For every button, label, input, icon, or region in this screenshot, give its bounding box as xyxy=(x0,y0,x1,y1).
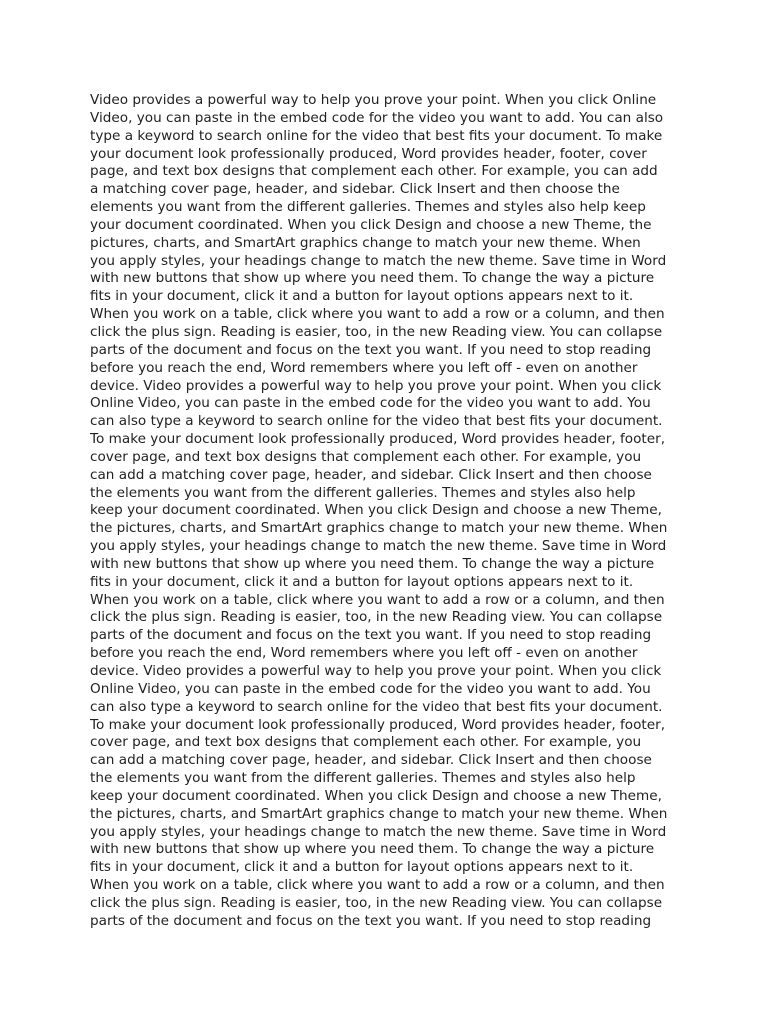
text-line: To make your document look professionally produced, Word provides header, footer, xyxy=(90,716,666,733)
text-line: When you work on a table, click where you want to add a row or a column, and then xyxy=(90,877,665,894)
text-line: parts of the document and focus on the text you want. If you need to stop reading xyxy=(90,912,652,929)
text-line: elements you want from the different galleries. Themes and styles also help keep xyxy=(90,199,646,216)
text-line: To make your document look professionally produced, Word provides header, footer, xyxy=(90,431,666,448)
text-line: When you work on a table, click where you want to add a row or a column, and then xyxy=(90,306,665,323)
text-line: can also type a keyword to search online for the video that best fits your document. xyxy=(90,413,663,430)
text-line: device. Video provides a powerful way to help you prove your point. When you click xyxy=(90,663,662,679)
text-line: before you reach the end, Word remembers where you left off - even on another xyxy=(90,645,638,662)
text-line: can add a matching cover page, header, and sidebar. Click Insert and then choose xyxy=(90,466,652,483)
body-text xyxy=(90,92,690,931)
text-line: device. Video provides a powerful way to help you prove your point. When you click xyxy=(90,377,662,394)
text-line: Video provides a powerful way to help you prove your point. When you click Online xyxy=(90,92,657,108)
text-line: you apply styles, your headings change to match the new theme. Save time in Word xyxy=(90,823,667,840)
text-line: fits in your document, click it and a button for layout options appears next to it. xyxy=(90,859,634,876)
text-line: can add a matching cover page, header, and sidebar. Click Insert and then choose xyxy=(90,752,652,769)
text-line: with new buttons that show up where you need them. To change the way a picture xyxy=(90,270,655,287)
text-line: with new buttons that show up where you need them. To change the way a picture xyxy=(90,841,655,858)
text-line: Online Video, you can paste in the embed code for the video you want to add. You xyxy=(90,680,651,697)
text-line: keep your document coordinated. When you click Design and choose a new Theme, xyxy=(90,502,662,519)
text-line: click the plus sign. Reading is easier, too, in the new Reading view. You can collapse xyxy=(90,323,663,340)
text-line: click the plus sign. Reading is easier, too, in the new Reading view. You can collapse xyxy=(90,894,663,911)
text-line: Online Video, you can paste in the embed code for the video you want to add. You xyxy=(90,395,651,412)
text-line: When you work on a table, click where you want to add a row or a column, and then xyxy=(90,591,665,608)
text-line: you apply styles, your headings change to match the new theme. Save time in Word xyxy=(90,538,667,555)
text-line: click the plus sign. Reading is easier, too, in the new Reading view. You can collapse xyxy=(90,609,663,626)
text-line: cover page, and text box designs that complement each other. For example, you xyxy=(90,734,642,751)
text-line: the pictures, charts, and SmartArt graphics change to match your new theme. When xyxy=(90,805,668,822)
text-line: the elements you want from the different galleries. Themes and styles also help xyxy=(90,770,636,787)
text-line: a matching cover page, header, and sidebar. Click Insert and then choose the xyxy=(90,181,620,198)
text-line: you apply styles, your headings change to match the new theme. Save time in Word xyxy=(90,252,667,269)
text-line: with new buttons that show up where you need them. To change the way a picture xyxy=(90,555,655,572)
text-line: cover page, and text box designs that complement each other. For example, you xyxy=(90,448,642,465)
text-line: your document coordinated. When you click Design and choose a new Theme, the xyxy=(90,216,652,233)
text-line: fits in your document, click it and a button for layout options appears next to it. xyxy=(90,573,634,590)
text-line: fits in your document, click it and a button for layout options appears next to it. xyxy=(90,288,634,305)
text-line: page, and text box designs that complement each other. For example, you can add xyxy=(90,163,658,180)
text-line: type a keyword to search online for the video that best fits your document. To make xyxy=(90,127,663,144)
text-line: pictures, charts, and SmartArt graphics change to match your new theme. When xyxy=(90,234,641,251)
text-line: your document look professionally produced, Word provides header, footer, cover xyxy=(90,145,647,162)
text-line: before you reach the end, Word remembers where you left off - even on another xyxy=(90,359,638,376)
text-line: the pictures, charts, and SmartArt graphics change to match your new theme. When xyxy=(90,520,668,537)
text-line: the elements you want from the different galleries. Themes and styles also help xyxy=(90,484,636,501)
text-line: Video, you can paste in the embed code for the video you want to add. You can also xyxy=(90,109,664,126)
text-line: can also type a keyword to search online for the video that best fits your document. xyxy=(90,698,663,715)
text-line: keep your document coordinated. When you click Design and choose a new Theme, xyxy=(90,787,662,804)
text-line: parts of the document and focus on the text you want. If you need to stop reading xyxy=(90,341,652,358)
text-line: parts of the document and focus on the text you want. If you need to stop reading xyxy=(90,627,652,644)
